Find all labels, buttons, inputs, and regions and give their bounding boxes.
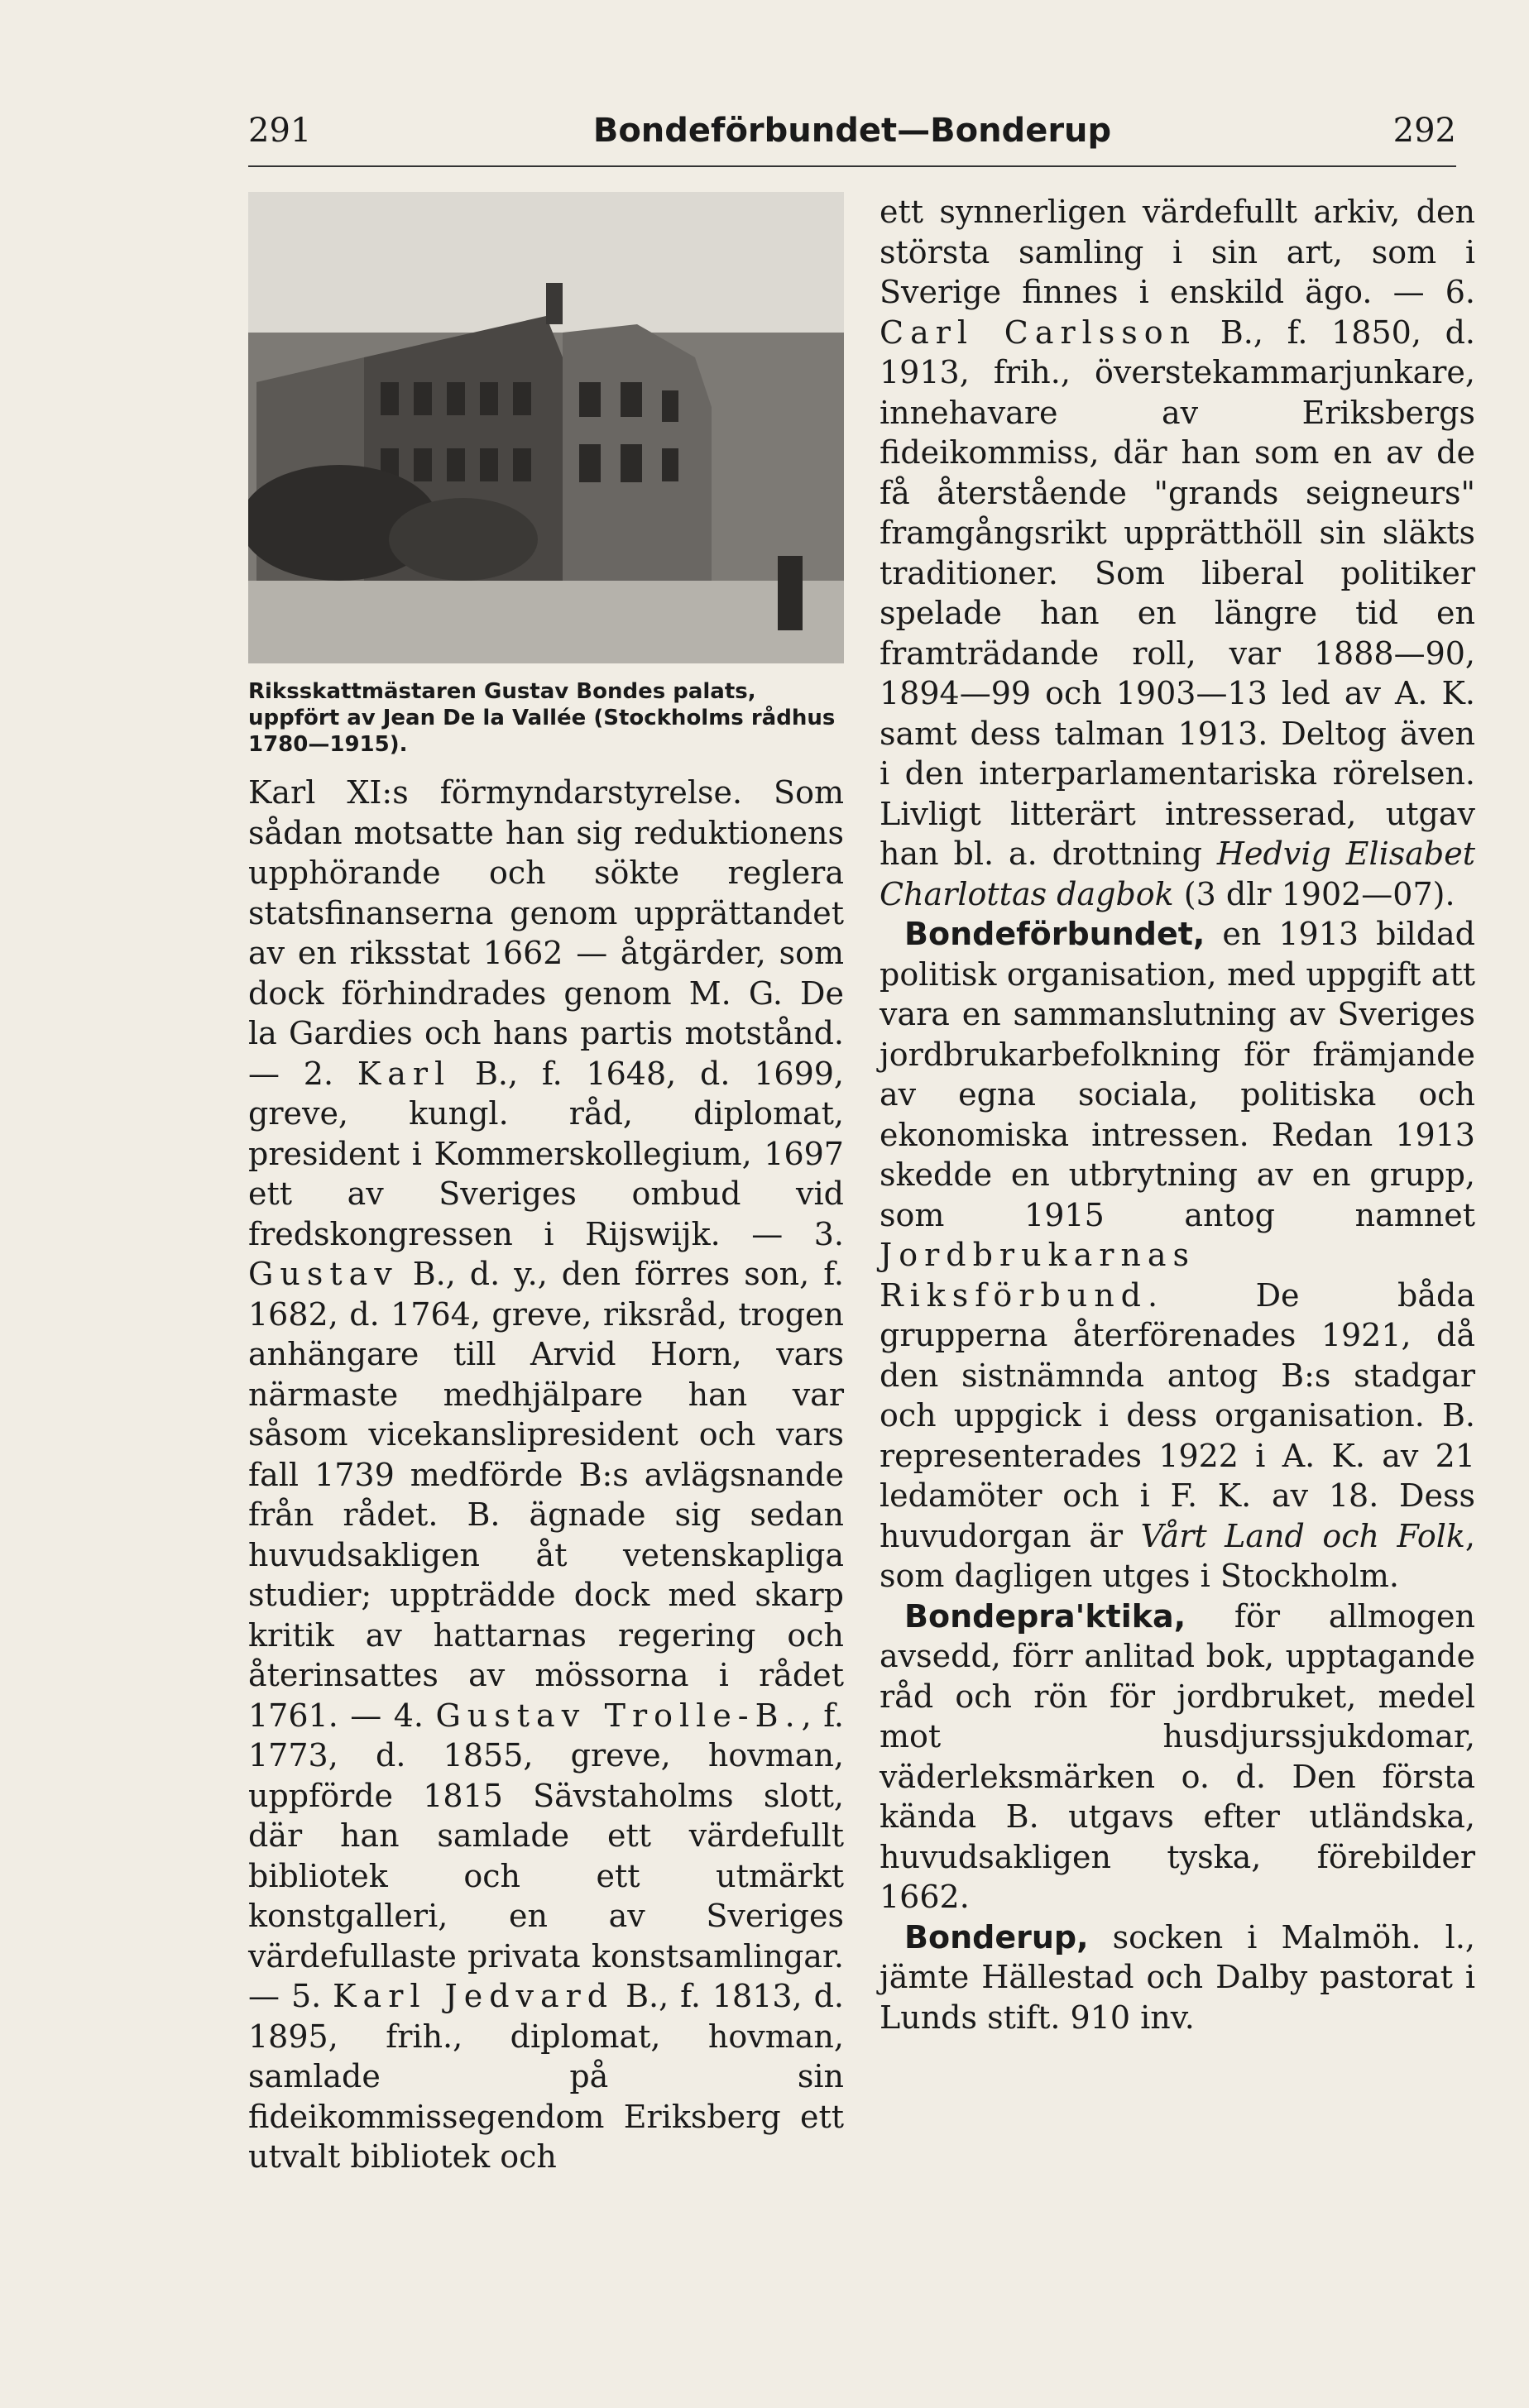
person-name: Carl Carlsson bbox=[880, 314, 1197, 351]
text-run: för allmogen avsedd, förr anlitad bok, upptagande råd och rön för jordbruket, medel mot husdjurssjukdomar, väderleksmärken o. d. Den första kända B. utgavs efter utländska, huvudsakligen tyska, förebilder 1662. bbox=[880, 1597, 1475, 1915]
left-column bbox=[248, 192, 844, 2177]
text-run: B., f. 1813, d. 1895, frih., diplomat, hovman, samlade på sin fideikommissegendom Eriksberg ett utvalt bibliotek och bbox=[248, 1978, 844, 2175]
text-run: , f. 1773, d. 1855, greve, hovman, uppförde 1815 Sävstaholms slott, där han samlade ett värdefullt bibliotek och ett utmärkt konstgalleri, en av Sveriges värdefullaste privata konstsamlingar. — 5. bbox=[248, 1697, 844, 2014]
left-column-text bbox=[248, 773, 844, 2177]
entry-headword: Bondepra'ktika, bbox=[904, 1597, 1186, 1635]
figure-caption: Riksskattmästaren Gustav Bondes palats, uppfört av Jean De la Vallée (Stockholms rådhus 1780—1915). bbox=[248, 679, 836, 757]
palace-photo bbox=[248, 192, 844, 663]
text-run: socken i Malmöh. l., jämte Hällestad och Dalby pastorat i Lunds stift. 910 inv. bbox=[880, 1918, 1475, 2036]
text-run: B., f. 1648, d. 1699, greve, kungl. råd, diplomat, president i Kommerskollegium, 1697 ett av Sveriges ombud vid fredskongressen i Rijswijk. — 3. bbox=[248, 1055, 845, 1252]
text-run: B., d. y., den förres son, f. 1682, d. 1764, greve, riksråd, trogen anhängare till Arvid Horn, vars närmaste medhjälpare han var såsom vicekanslipresident och vars fall 1739 medförde B:s avlägsnande från rådet. B. ägnade sig sedan huvudsakligen åt vetenskapliga studier; uppträdde dock med skarp kritik av hattarnas regering och återinsattes av mössorna i rådet 1761. — 4. bbox=[248, 1256, 844, 1734]
text-run: en 1913 bildad politisk organisation, med uppgift att vara en sammanslutning av Sveriges jordbrukarbefolkning för främjande av egna sociala, politiska och ekonomiska intressen. Redan 1913 skedde en utbrytning av en grupp, som 1915 antog namnet bbox=[880, 916, 1475, 1233]
entry-bonde-continued bbox=[880, 192, 1475, 914]
person-name: Gustav Trolle-B. bbox=[435, 1697, 802, 1734]
text-run: , som dagligen utges i Stockholm. bbox=[880, 1517, 1475, 1594]
book-title: Hedvig Elisabet Charlottas dagbok bbox=[880, 835, 1476, 912]
text-run: B., f. 1850, d. 1913, frih., överstekammarjunkare, innehavare av Eriksbergs fideikommiss, där han som en av de få återstående "grands seigneurs" framgångsrikt upprätthöll sin släkts traditioner. Som liberal politiker spelade han en längre tid en framträdande roll, var 1888—90, 1894—99 och 1903—13 led av A. K. samt dess talman 1913. Deltog även i den interparlamentariska rörelsen. Livligt litterärt intresserad, utgav han bl. a. drottning bbox=[880, 314, 1475, 872]
organization-name: Jordbrukarnas Riksförbund bbox=[880, 1237, 1196, 1314]
running-title: Bondeförbundet—Bonderup bbox=[592, 112, 1112, 150]
person-name: Karl bbox=[357, 1055, 452, 1092]
header-rule bbox=[248, 165, 1456, 167]
page-number-left: 291 bbox=[248, 112, 312, 150]
person-name: Karl Jedvard bbox=[333, 1978, 615, 2014]
entry-bondepraktika bbox=[880, 1597, 1475, 1917]
text-run: . De båda grupperna återförenades 1921, då den sistnämnda antog B:s stadgar och uppgick i dess organisation. B. representerades 1922 i A. K. av 21 ledamöter och i F. K. av 18. Dess huvudorgan är bbox=[880, 1276, 1475, 1554]
text-run: (3 dlr 1902—07). bbox=[1173, 875, 1455, 912]
page-header bbox=[248, 103, 1456, 161]
right-column bbox=[880, 192, 1475, 2037]
newspaper-title: Vårt Land och Folk bbox=[1140, 1517, 1465, 1554]
palace-illustration bbox=[248, 192, 844, 663]
entry-headword: Bondeförbundet, bbox=[904, 916, 1205, 952]
text-run: Karl XI:s förmyndarstyrelse. Som sådan motsatte han sig reduktionens upphörande och sökte reglera statsfinanserna genom upprättandet av en riksstat 1662 — åtgärder, som dock förhindrades genom M. G. De la Gardies och hans partis motstånd. — 2. bbox=[248, 774, 844, 1092]
person-name: Gustav bbox=[248, 1256, 399, 1292]
page-number-right: 292 bbox=[1392, 112, 1456, 150]
entry-headword: Bonderup, bbox=[904, 1918, 1089, 1956]
entry-bondeforbundet bbox=[880, 914, 1475, 1597]
entry-bonderup bbox=[880, 1917, 1475, 2038]
text-run: ett synnerligen värdefullt arkiv, den största samling i sin art, som i Sverige finnes i enskild ägo. — 6. bbox=[880, 194, 1475, 310]
